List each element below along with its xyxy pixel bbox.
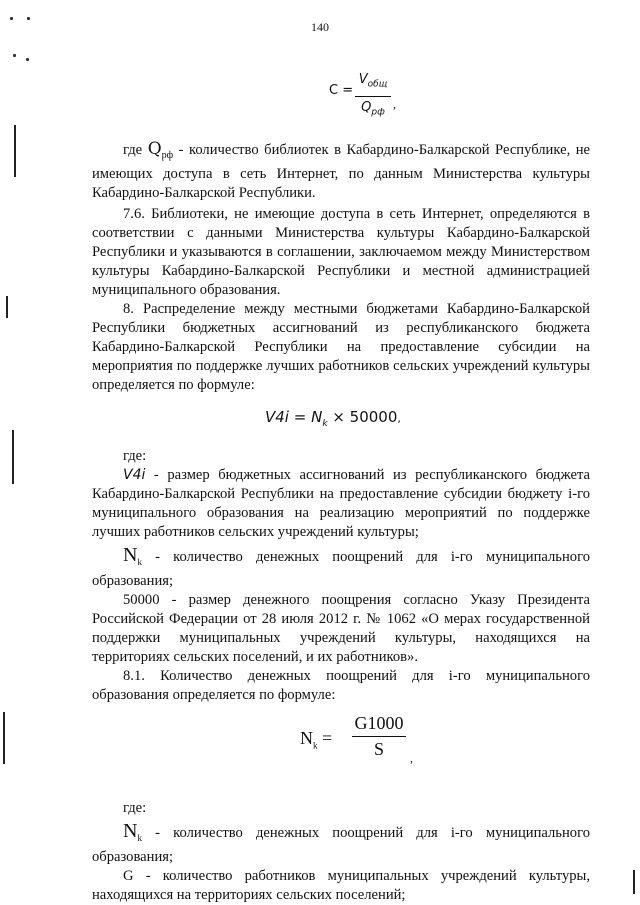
- symbol-v4i: V4i: [123, 466, 146, 483]
- paragraph-50000: 50000 - размер денежного поощрения согласно Указу Президента Российской Федерации от 28 июля 2012 г. № 1062 «О мерах государственной поддержки муниципальных учреждений культуры, находящихся на территориях сельских поселений, и их работников».: [92, 591, 590, 665]
- paragraph-q-definition: где $Q_{рф}$ - количество библиотек в Кабардино-Балкарской Республике, не имеющих доступа в сеть Интернет, по данным Министерства культуры Кабардино-Балкарской Республики.: [92, 139, 591, 201]
- paragraph-8: 8. Распределение между местными бюджетами Кабардино-Балкарской Республики бюджетных ассигнований из республиканского бюджета Кабардино-Балкарской Республики на предоставление субсидии на мероприятия по поддержке лучших работников сельских учреждений культуры определяется по формуле:: [92, 300, 590, 393]
- formula-nk-fraction: [352, 714, 406, 759]
- formula-nk-lhs: $N_k$ =: [300, 727, 333, 751]
- scan-speck: [10, 17, 13, 20]
- scan-speck: [13, 54, 16, 57]
- paragraph-7-6: 7.6. Библиотеки, не имеющие доступа в сеть Интернет, определяются в соответствии с данными Министерства культуры Кабардино-Балкарской Республики и указываются в соглашении, заключаемом между Министерством культуры Кабардино-Балкарской Республики и местной администрацией муниципального образования.: [92, 205, 590, 298]
- formula-nk-numerator: G1000: [352, 714, 406, 737]
- where-label: где:: [123, 447, 147, 464]
- formula-c-comma: ,: [393, 97, 396, 111]
- paragraph-8-1: 8.1. Количество денежных поощрений для i-го муниципального образования определяется по формуле:: [92, 667, 590, 703]
- formula-c-numerator: $V_{общ}$: [355, 70, 391, 97]
- page-number: 140: [311, 20, 329, 34]
- paragraph-v4i-definition: V4i - размер бюджетных ассигнований из республиканского бюджета Кабардино-Балкарской Республики на предоставление субсидии бюджету i-го муниципального образования на реализацию мероприятий по поддержке лучших работников сельских учреждений культуры;: [92, 466, 590, 540]
- formula-c-denominator: $Q_{рф}$: [361, 99, 385, 118]
- formula-nk: [92, 705, 590, 787]
- symbol-q: Q: [147, 139, 162, 159]
- formula-nk-comma: ,: [410, 750, 413, 765]
- where-label: где:: [123, 799, 147, 816]
- formula-c-fraction: [355, 70, 391, 122]
- margin-bar: [12, 430, 14, 484]
- margin-bar: [14, 125, 16, 177]
- margin-bar: [6, 296, 8, 318]
- margin-bar: [3, 712, 5, 764]
- paragraph-nk-definition: $N_k$ - количество денежных поощрений для i-го муниципального образования;: [92, 543, 590, 589]
- margin-bar: [633, 870, 635, 894]
- formula-v4: $V4i = N_k \times 50000$,: [265, 407, 401, 429]
- formula-c: [92, 62, 590, 140]
- paragraph-nk-definition-2: $N_k$ - количество денежных поощрений для i-го муниципального образования;: [92, 819, 590, 865]
- scan-speck: [27, 17, 30, 20]
- symbol-nk: N: [123, 543, 138, 566]
- document-body: [92, 62, 590, 905]
- paragraph-g-definition: G - количество работников муниципальных учреждений культуры, находящихся на территориях сельских поселений;: [92, 867, 590, 903]
- formula-c-lhs: C =: [329, 83, 354, 98]
- formula-nk-denominator: S: [373, 738, 384, 759]
- scan-speck: [26, 58, 29, 61]
- symbol-nk: N: [123, 819, 138, 842]
